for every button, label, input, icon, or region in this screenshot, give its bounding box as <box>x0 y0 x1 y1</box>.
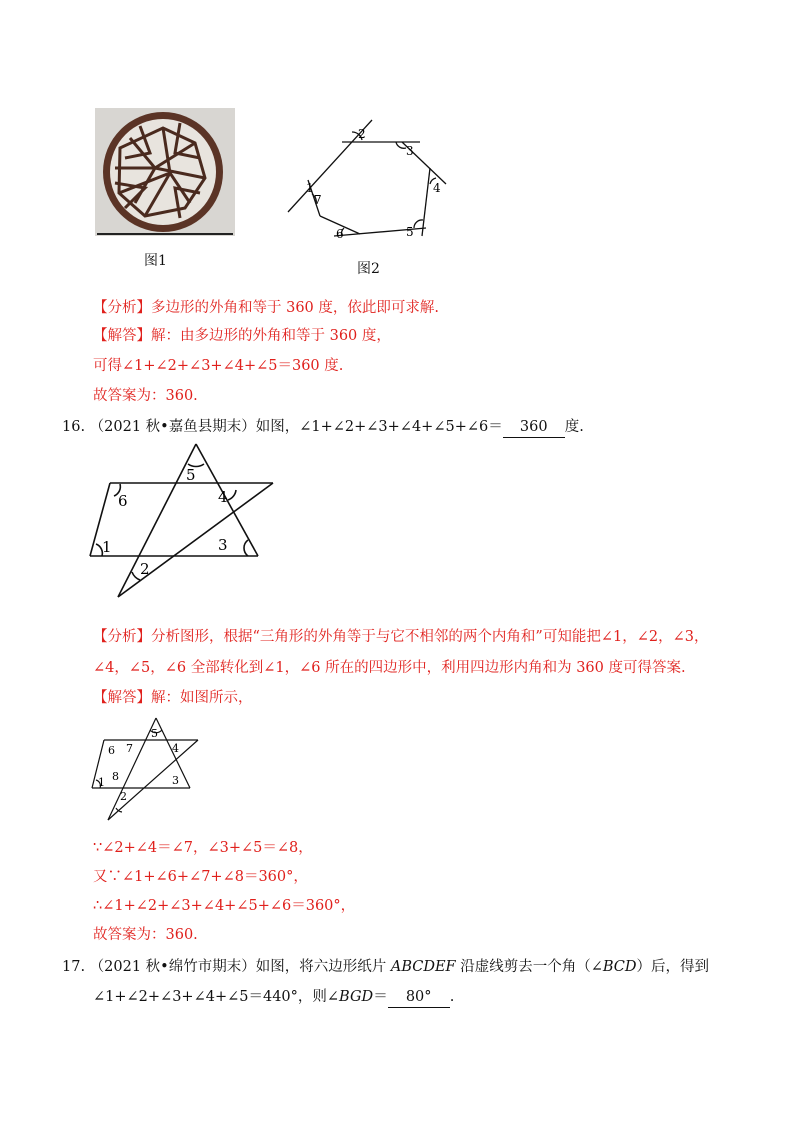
q16-ans-label-8: 8 <box>112 770 119 783</box>
q17-stem-line-2 <box>93 987 454 1008</box>
q15-answer-text: 解：由多边形的外角和等于 360 度， <box>151 328 391 344</box>
q16-stem <box>62 417 584 438</box>
q15-analysis-text: 多边形的外角和等于 360 度，依此即可求解. <box>151 300 440 316</box>
q16-label-1: 1 <box>102 538 112 556</box>
q15-analysis-tag: 【分析】 <box>93 300 151 316</box>
q16-label-4: 4 <box>218 488 228 506</box>
q15-answer-line-3: 故答案为：360. <box>93 388 198 404</box>
q16-ans-label-3: 3 <box>172 774 179 787</box>
q16-label-6: 6 <box>118 492 128 510</box>
fig2-label-3: 3 <box>406 144 414 158</box>
window-lattice-image <box>95 108 235 236</box>
fig2-label-4: 4 <box>433 181 441 195</box>
fig2-label-6: 6 <box>336 227 344 241</box>
q16-answer-intro <box>93 688 253 708</box>
q16-answer-figure <box>90 716 202 822</box>
figure-2-heptagon <box>280 108 460 248</box>
q16-label-3: 3 <box>218 536 228 554</box>
q17-number: 17. <box>62 959 86 975</box>
fig2-label-1: 1 <box>306 181 314 195</box>
q16-ans-label-1: 1 <box>98 776 105 789</box>
q16-stem-prefix: （2021 秋•嘉鱼县期末）如图，∠1+∠2+∠3+∠4+∠5+∠6＝ <box>89 419 503 435</box>
figure-1-caption: 图1 <box>144 253 167 269</box>
q16-answer-line-2: 又∵∠1+∠6+∠7+∠8＝360°， <box>93 869 308 885</box>
q16-label-5: 5 <box>186 466 196 484</box>
q16-answer-line-3: ∴∠1+∠2+∠3+∠4+∠5+∠6＝360°， <box>93 898 356 914</box>
q17-stem-line-1 <box>62 957 709 977</box>
q16-answer-line-1: ∵∠2+∠4＝∠7，∠3+∠5＝∠8， <box>93 840 313 856</box>
q16-stem-suffix: 度. <box>564 419 584 435</box>
q17-equals: ＝ <box>373 989 388 1005</box>
q16-answer-tag: 【解答】 <box>93 690 151 706</box>
fig2-label-5: 5 <box>406 225 414 239</box>
figure-1-window-image <box>95 108 235 236</box>
q15-analysis <box>93 298 439 318</box>
q16-ans-label-5: 5 <box>151 727 158 740</box>
figure-2-caption: 图2 <box>357 261 380 277</box>
q16-answer-line-4: 故答案为：360. <box>93 927 198 943</box>
q16-ans-label-7: 7 <box>126 742 133 755</box>
q16-ans-label-6: 6 <box>108 744 115 757</box>
q16-answer-intro-text: 解：如图所示， <box>151 690 253 706</box>
q16-figure <box>88 440 278 600</box>
q17-stem-text-3: ）后，得到 <box>636 959 710 975</box>
q16-answer-blank: 360 <box>503 417 565 438</box>
q17-stem-text-2: 沿虚线剪去一个角（∠ <box>455 959 603 975</box>
q15-answer-line-1 <box>93 326 391 346</box>
q17-angle-bcd: BCD <box>602 959 637 975</box>
q17-answer-blank: 80° <box>388 987 450 1008</box>
q16-ans-label-2: 2 <box>120 790 127 803</box>
q17-angle-bgd: BGD <box>339 989 374 1005</box>
q16-label-2: 2 <box>140 560 150 578</box>
q15-answer-tag: 【解答】 <box>93 328 151 344</box>
q16-analysis-line-1 <box>93 627 708 647</box>
q15-answer-line-2: 可得∠1+∠2+∠3+∠4+∠5＝360 度. <box>93 358 344 374</box>
q16-number: 16. <box>62 419 86 435</box>
q17-stem-suffix: . <box>449 989 455 1005</box>
q17-stem-text-4: ∠1+∠2+∠3+∠4+∠5＝440°，则∠ <box>93 989 340 1005</box>
q16-ans-label-4: 4 <box>172 742 179 755</box>
q16-analysis-text-1: 分析图形，根据“三角形的外角等于与它不相邻的两个内角和”可知能把∠1，∠2，∠3， <box>151 629 709 645</box>
q17-stem-text-1: （2021 秋•绵竹市期末）如图，将六边形纸片 <box>89 959 391 975</box>
fig2-label-7: 7 <box>314 193 322 207</box>
q16-analysis-tag: 【分析】 <box>93 629 151 645</box>
fig2-label-2: 2 <box>358 127 366 141</box>
q17-hexagon-name: ABCDEF <box>390 959 456 975</box>
q16-analysis-line-2: ∠4，∠5，∠6 全部转化到∠1，∠6 所在的四边形中，利用四边形内角和为 360 度可得答案. <box>93 660 686 676</box>
